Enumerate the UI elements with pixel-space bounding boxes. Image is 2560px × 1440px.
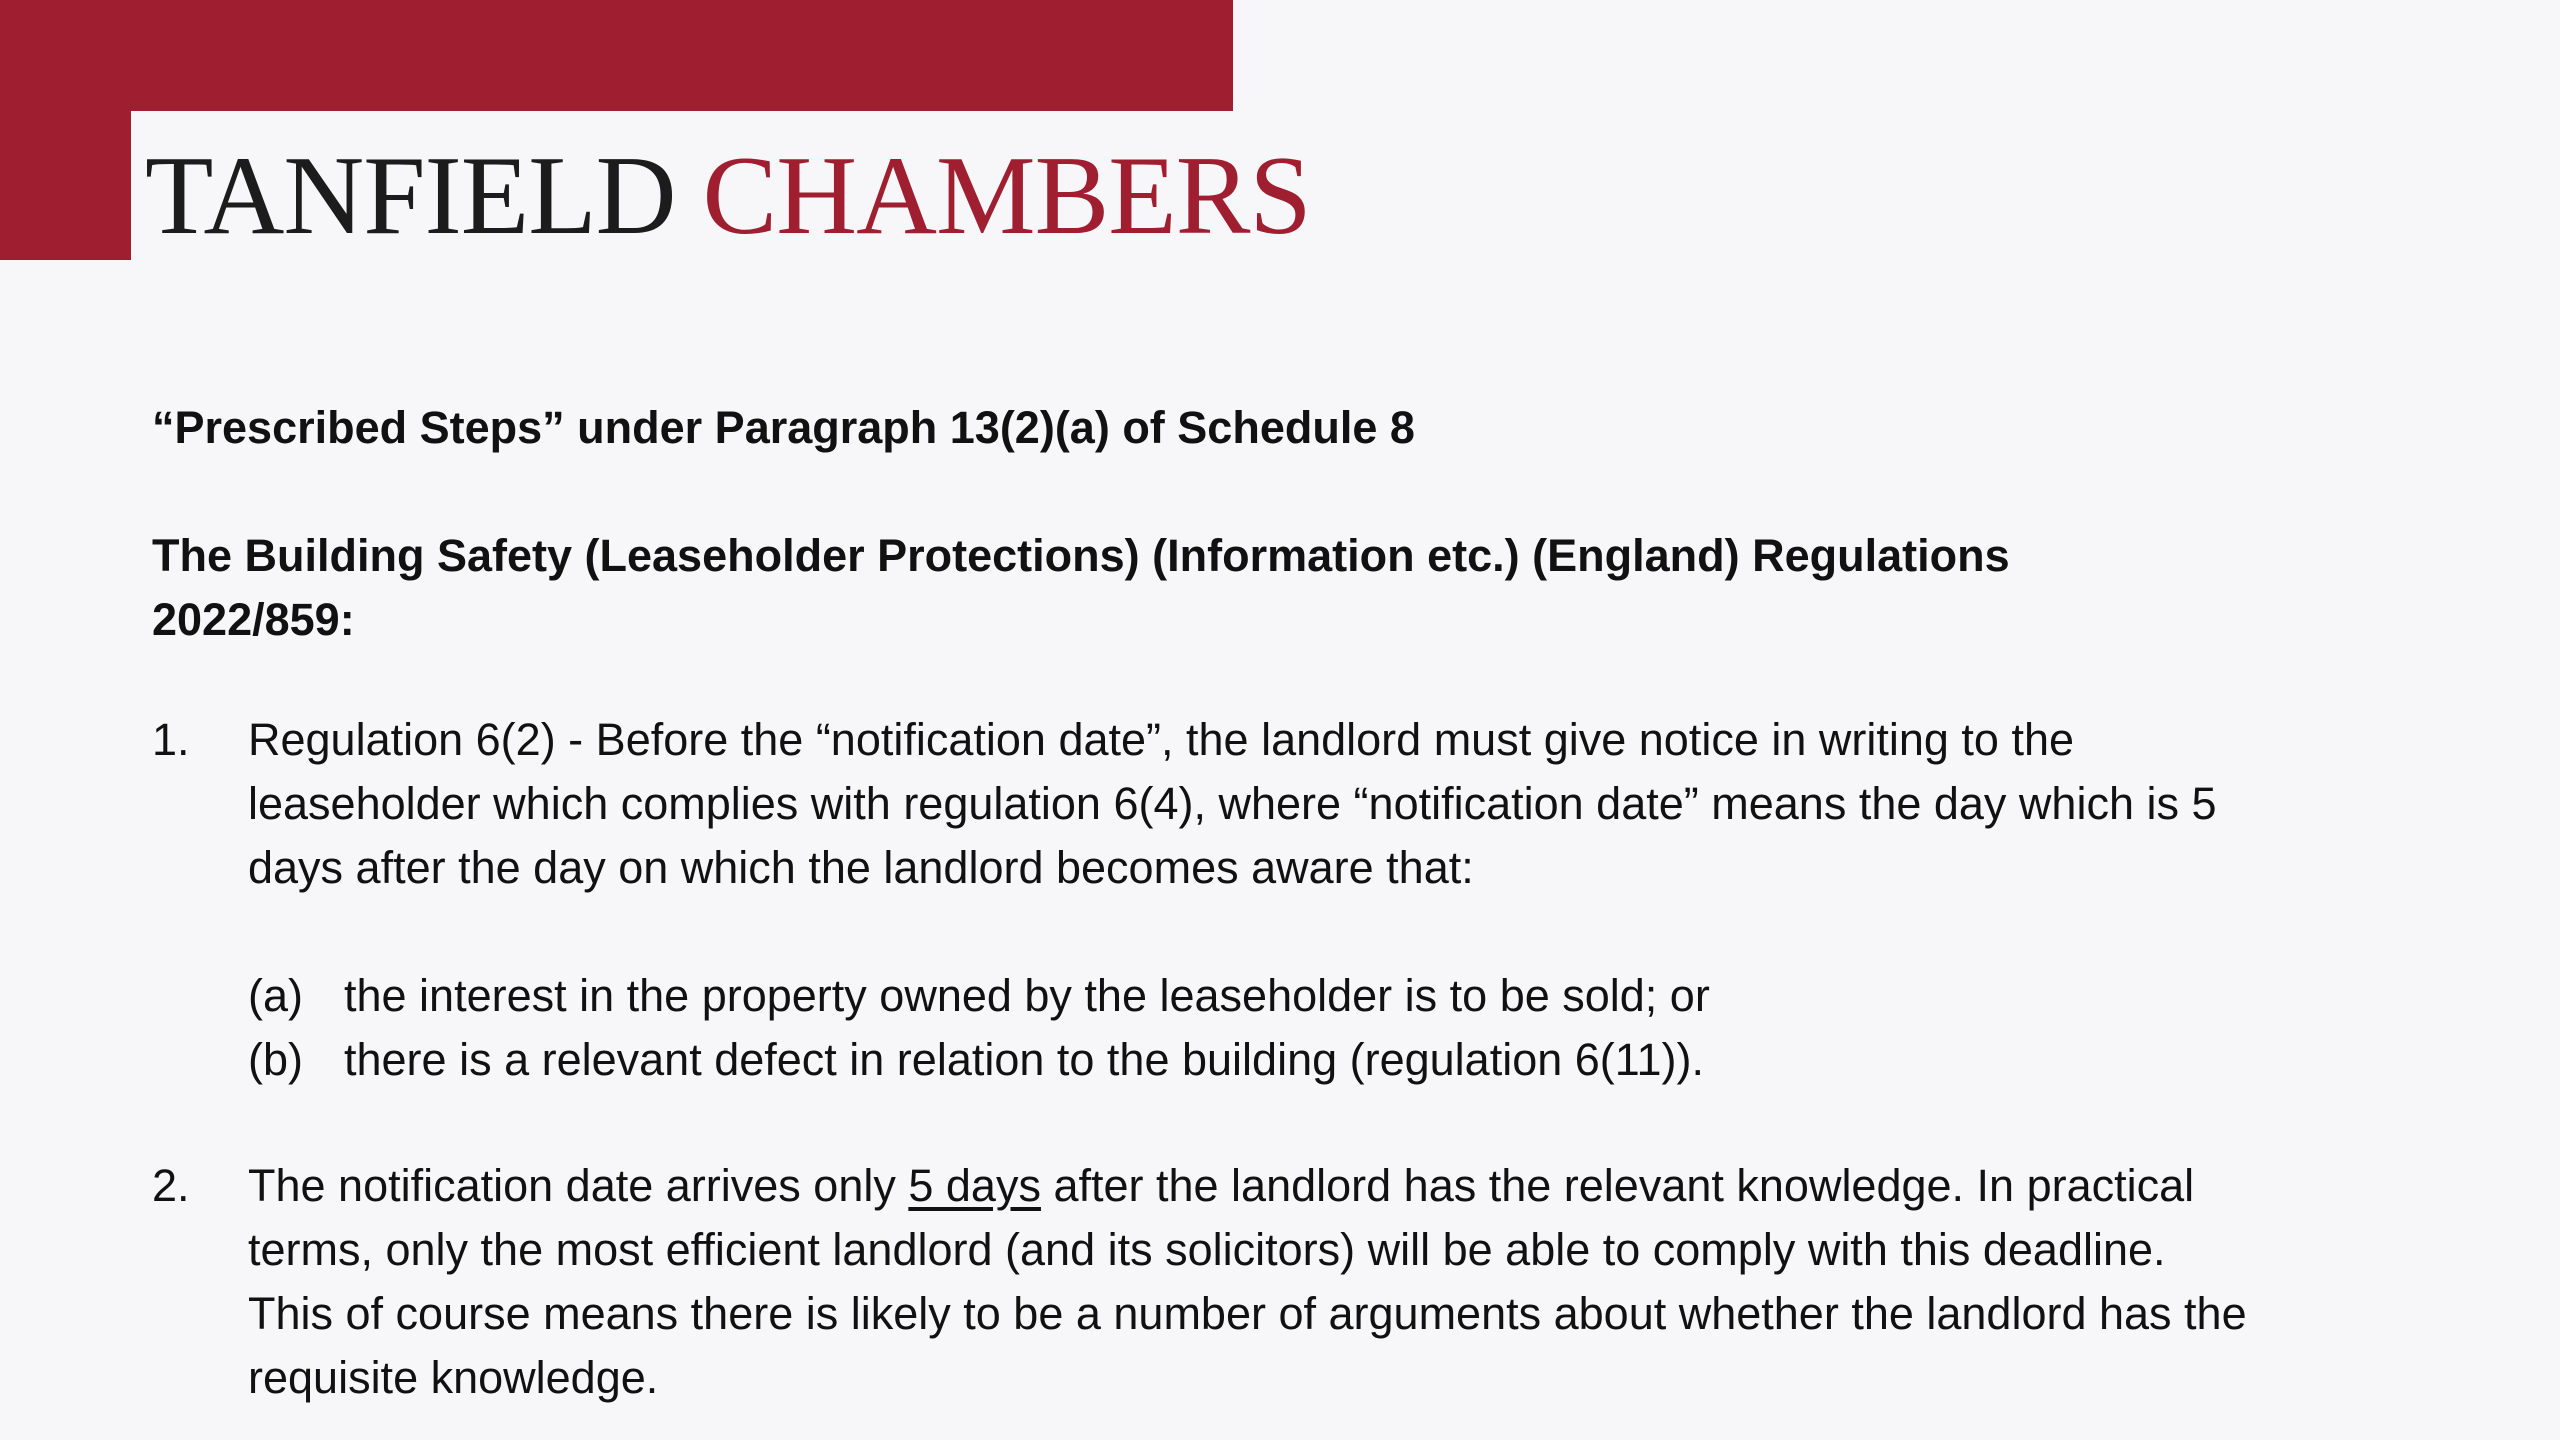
brand-header-bar — [0, 0, 1233, 111]
underlined-text: 5 days — [908, 1160, 1041, 1211]
list-item-text — [248, 1154, 2252, 1410]
logo-word-chambers: CHAMBERS — [702, 134, 1311, 258]
list-item-number: 2. — [152, 1160, 190, 1211]
slide-heading: “Prescribed Steps” under Paragraph 13(2)(a) of Schedule 8 — [152, 402, 1415, 453]
sub-item-text: there is a relevant defect in relation to the building (regulation 6(11)). — [344, 1034, 1704, 1085]
brand-side-block — [0, 0, 131, 260]
sub-item-label: (a) — [248, 970, 303, 1021]
list-item-body — [248, 1154, 2252, 1410]
list-item-2 — [152, 1154, 2252, 1410]
list-item-text: Regulation 6(2) - Before the “notification date”, the landlord must give notice in writing to the leaseholder which complies with regulation 6(4), where “notification date” means the day which is 5 days after the day on which the landlord becomes aware that: — [248, 714, 2217, 893]
regulations-title — [152, 524, 2252, 652]
sub-list — [248, 964, 2252, 1092]
regulations-title-line-2: 2022/859: — [152, 594, 355, 645]
text-after-underline: after the landlord has the relevant knowledge. In practical terms, only the most efficient landlord (and its solicitors) will be able to comply with this deadline. This of course means there is likely to be a number of arguments about whether the landlord has the requisite knowledge. — [248, 1160, 2247, 1403]
tanfield-chambers-logo — [145, 134, 1311, 258]
sub-item-a — [248, 964, 2252, 1028]
list-item-body — [248, 708, 2252, 1092]
logo-word-tanfield: TANFIELD — [145, 134, 676, 258]
slide-content — [152, 396, 2252, 1440]
sub-item-label: (b) — [248, 1034, 303, 1085]
sub-item-text: the interest in the property owned by the leaseholder is to be sold; or — [344, 970, 1710, 1021]
regulations-title-line-1: The Building Safety (Leaseholder Protections) (Information etc.) (England) Regulations — [152, 530, 2010, 581]
sub-item-b — [248, 1028, 2252, 1092]
list-item-number: 1. — [152, 714, 190, 765]
text-before-underline: The notification date arrives only — [248, 1160, 909, 1211]
list-item-1 — [152, 708, 2252, 1092]
